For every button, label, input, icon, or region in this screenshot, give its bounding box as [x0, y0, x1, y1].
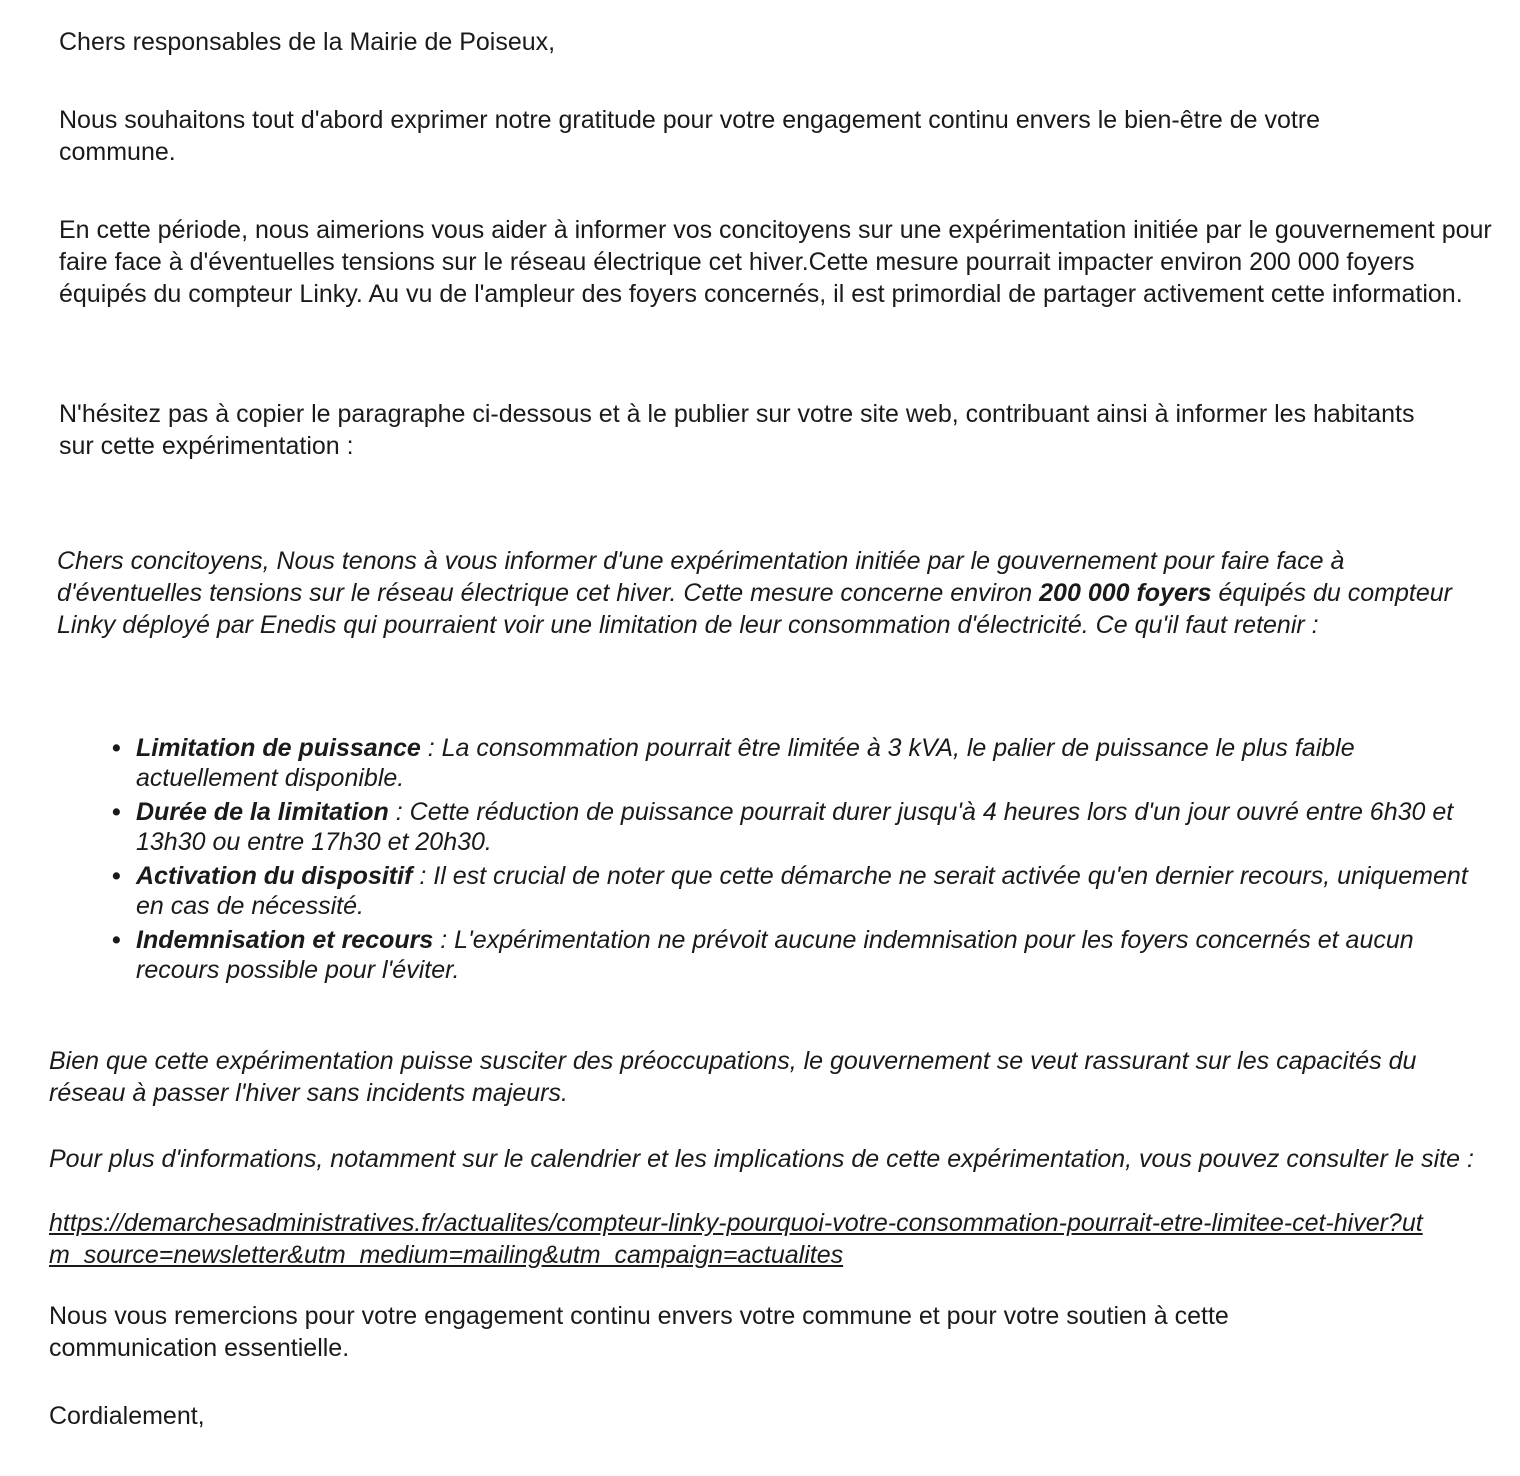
list-item [112, 861, 1472, 921]
quoted-intro [57, 545, 1477, 641]
gratitude-paragraph [59, 104, 1419, 168]
reassurance-text: Bien que cette expérimentation puisse susciter des préoccupations, le gouvernement se veut rassurant sur les capacités du réseau à passer l'hiver sans incidents majeurs. [49, 1047, 1417, 1107]
period-text: En cette période, nous aimerions vous aider à informer vos concitoyens sur une expérimentation initiée par le gouvernement pour faire face à d'éventuelles tensions sur le réseau électrique cet hiver.Cette mesure pourrait impacter environ 200 000 foyers équipés du compteur Linky. Au vu de l'ampleur des foyers concernés, il est primordial de partager activement cette information. [59, 216, 1492, 308]
more-info-text: Pour plus d'informations, notamment sur le calendrier et les implications de cette expérimentation, vous pouvez consulter le site : [49, 1145, 1474, 1173]
greeting-paragraph [59, 26, 1499, 58]
source-link[interactable]: https://demarchesadministratives.fr/actualites/compteur-linky-pourquoi-votre-consommation-pourrait-etre-limitee-cet-hiver?utm_source=newsletter&utm_medium=mailing&utm_campaign=actualites [49, 1209, 1423, 1269]
signoff [49, 1400, 1489, 1432]
signoff-text: Cordialement, [49, 1402, 205, 1430]
list-item [112, 925, 1472, 985]
list-item-text: : La consommation pourrait être limitée à 3 kVA, le palier de puissance le plus faible actuellement disponible. [136, 734, 1355, 792]
bullet-icon: • [112, 926, 121, 954]
bullet-icon: • [112, 798, 121, 826]
key-points-list [112, 733, 1472, 985]
list-item-title: Durée de la limitation [136, 798, 389, 826]
list-item [112, 733, 1472, 793]
reassurance-paragraph [49, 1045, 1489, 1109]
bullet-icon: • [112, 862, 121, 890]
list-item [112, 797, 1472, 857]
thanks-paragraph [49, 1300, 1349, 1364]
period-paragraph [59, 214, 1504, 310]
greeting-text: Chers responsables de la Mairie de Poiseux, [59, 28, 556, 56]
thanks-text: Nous vous remercions pour votre engagement continu envers votre commune et pour votre soutien à cette communication essentielle. [49, 1302, 1229, 1362]
bullet-icon: • [112, 734, 121, 762]
list-item-title: Limitation de puissance [136, 734, 421, 762]
gratitude-text: Nous souhaitons tout d'abord exprimer notre gratitude pour votre engagement continu envers le bien-être de votre commune. [59, 106, 1321, 166]
quoted-intro-highlight: 200 000 foyers [1039, 579, 1212, 607]
list-item-title: Activation du dispositif [136, 862, 413, 890]
list-item-title: Indemnisation et recours [136, 926, 434, 954]
more-info-paragraph [49, 1143, 1489, 1175]
quoted-intro-part1: Chers concitoyens, Nous tenons à vous informer d'une expérimentation initiée par le gouvernement pour faire face à d'éventuelles tensions sur le réseau électrique cet hiver. Cette mesure concerne environ [57, 547, 1345, 607]
copy-request-text: N'hésitez pas à copier le paragraphe ci-dessous et à le publier sur votre site web, contribuant ainsi à informer les habitants sur cette expérimentation : [59, 400, 1415, 460]
quoted-intro-part2: équipés du compteur Linky déployé par Enedis qui pourraient voir une limitation de leur consommation d'électricité. Ce qu'il faut retenir : [57, 579, 1452, 639]
list-item-text: : Cette réduction de puissance pourrait durer jusqu'à 4 heures lors d'un jour ouvré entre 6h30 et 13h30 ou entre 17h30 et 20h30. [136, 798, 1454, 856]
copy-request-paragraph [59, 398, 1419, 462]
quoted-announcement [57, 545, 1477, 641]
list-item-text: : Il est crucial de noter que cette démarche ne serait activée qu'en dernier recours, uniquement en cas de nécessité. [136, 862, 1468, 920]
list-item-text: : L'expérimentation ne prévoit aucune indemnisation pour les foyers concernés et aucun recours possible pour l'éviter. [136, 926, 1414, 984]
